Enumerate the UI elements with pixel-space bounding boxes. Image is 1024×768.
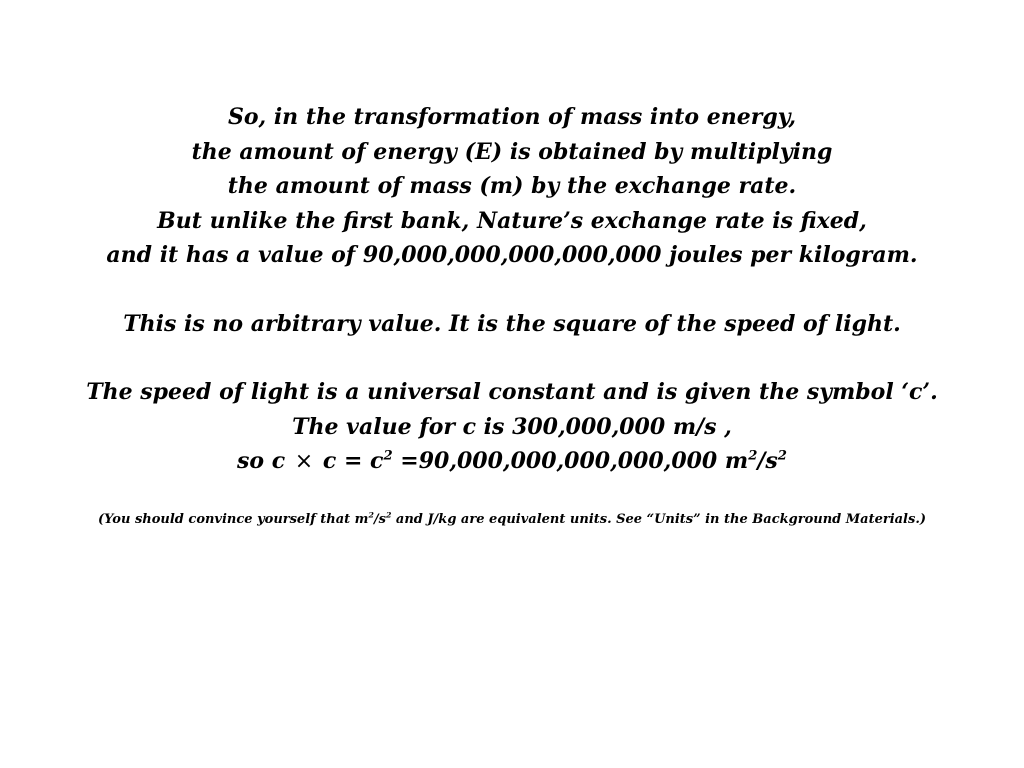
exponent: 2 bbox=[368, 510, 374, 520]
paragraph-gap bbox=[0, 273, 1024, 307]
paragraph-gap bbox=[0, 480, 1024, 508]
equation-per-second: /s bbox=[757, 448, 778, 474]
equation-value: =90,000,000,000,000,000 m bbox=[392, 448, 749, 474]
equation-c-squared bbox=[0, 444, 1024, 480]
text-line-value-of-c: The value for c is 300,000,000 m/s , bbox=[292, 413, 732, 440]
exponent: 2 bbox=[748, 448, 758, 464]
text-line-universal-constant: The speed of light is a universal constant and is given the symbol ‘c’. bbox=[86, 379, 938, 405]
text-line-mass-exchange: the amount of mass (m) by the exchange rate. bbox=[227, 173, 797, 199]
exponent: 2 bbox=[385, 510, 392, 520]
equation-prefix: so c bbox=[237, 448, 293, 474]
note-part1: (You should convince yourself that m bbox=[98, 511, 369, 527]
text-line-natures-rate: But unlike the first bank, Nature’s exchange rate is fixed, bbox=[157, 207, 867, 234]
text-line-square-of-light: This is no arbitrary value. It is the square of the speed of light. bbox=[123, 310, 901, 337]
equation-c-equals: c = c bbox=[315, 448, 384, 474]
exponent: 2 bbox=[383, 448, 393, 464]
paragraph-gap bbox=[0, 341, 1024, 375]
slide-text-body bbox=[0, 100, 1024, 532]
text-line-transformation: So, in the transformation of mass into energy, bbox=[227, 104, 797, 130]
exponent: 2 bbox=[777, 448, 787, 464]
units-note bbox=[0, 508, 1024, 532]
text-line-value-joules: and it has a value of 90,000,000,000,000,000 joules per kilogram. bbox=[106, 242, 918, 268]
text-line-energy-obtained: the amount of energy (E) is obtained by multiplying bbox=[191, 138, 833, 165]
note-part2: /s bbox=[373, 511, 386, 527]
multiply-sign: × bbox=[294, 449, 314, 474]
note-part3: and J/kg are equivalent units. See “Units” in the Background Materials.) bbox=[391, 511, 926, 527]
